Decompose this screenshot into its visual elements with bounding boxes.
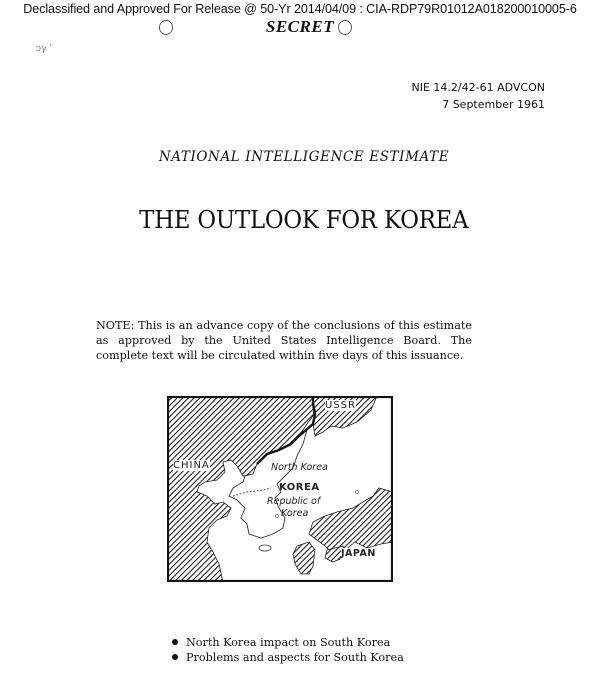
document-number: NIE 14.2/42-61 ADVCON	[411, 81, 545, 94]
document-series: NATIONAL INTELLIGENCE ESTIMATE	[158, 149, 450, 165]
advance-copy-note: NOTE: This is an advance copy of the conclusions of this estimate as approved by the United States Intelligence Board. The complete text will be circulated within five days of this issuance.	[96, 319, 472, 362]
map-label-ussr: USSR	[325, 400, 356, 411]
page-title: THE OUTLOOK FOR KOREA	[139, 206, 469, 234]
declassification-stamp: Declassified and Approved For Release @ 50-Yr 2014/04/09 : CIA-RDP79R01012A018200010005-6	[23, 2, 577, 16]
classification-marking: SECRET	[265, 17, 335, 36]
map-label-japan: JAPAN	[341, 548, 376, 559]
document-identifier	[412, 79, 545, 113]
map-label-republic-korea: Korea	[281, 508, 309, 519]
document-date: 7 September 1961	[442, 98, 545, 111]
map-label-korea: KOREA	[279, 482, 320, 493]
topic-item: Problems and aspects for South Korea	[170, 650, 404, 665]
topic-item: North Korea impact on South Korea	[170, 635, 404, 650]
map-label-north-korea: North Korea	[271, 462, 328, 473]
punch-hole-right-icon	[338, 20, 352, 35]
map-label-republic-of: Republic of	[267, 496, 321, 507]
map-label-china: CHINA	[173, 460, 210, 471]
topics-list	[170, 635, 404, 665]
korea-map	[167, 396, 393, 582]
handwritten-mark: ɔγ ˈ	[36, 44, 52, 54]
